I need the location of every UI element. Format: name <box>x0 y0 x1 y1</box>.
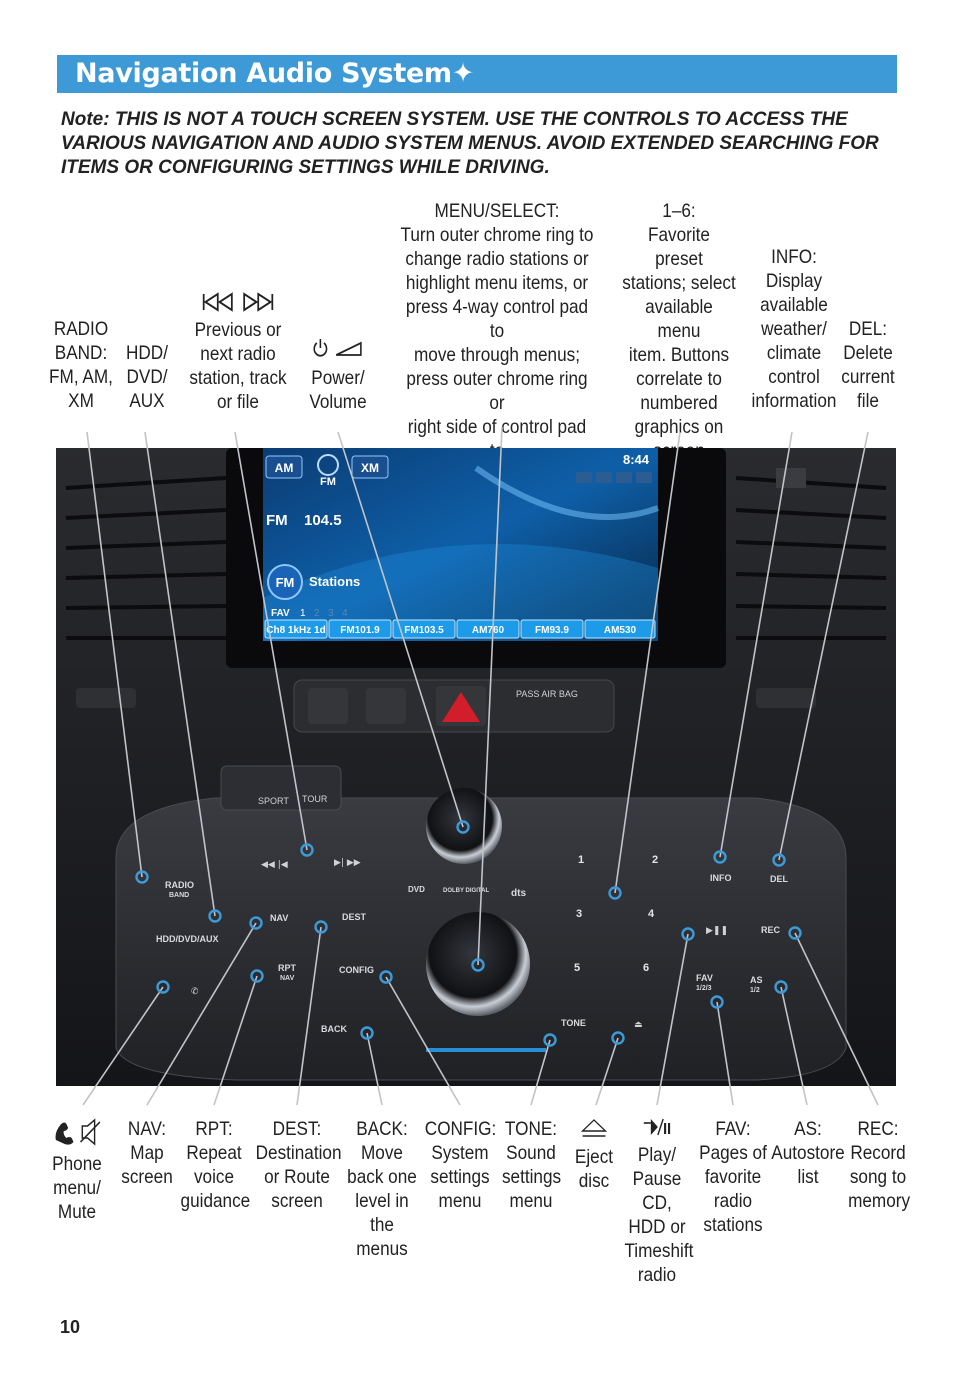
preset-6-text: 6 <box>643 962 650 974</box>
hdd-btn-text: HDD/DVD/AUX <box>156 934 219 944</box>
menu-select-knob <box>426 912 530 1016</box>
del-btn-text: DEL <box>770 874 788 884</box>
label-nav: NAV: Map screen <box>121 1118 173 1188</box>
rpt-btn-text-1: RPT <box>278 963 296 973</box>
screen-preset-text-3: FM103.5 <box>404 625 444 636</box>
label-config: CONFIG: System settings menu <box>424 1118 497 1212</box>
as-btn-text-1: AS <box>750 975 763 985</box>
screen-freq-band: FM <box>266 512 288 529</box>
console-illustration <box>56 448 896 1086</box>
screen-fav-label: FAV <box>271 608 290 619</box>
preset-5-text: 5 <box>574 962 581 974</box>
screen-stations-badge-text: FM <box>275 575 295 590</box>
preset-3-text: 3 <box>576 908 583 920</box>
label-rec: REC: Record song to memory <box>848 1118 911 1212</box>
unlock-button <box>308 688 348 724</box>
label-info: INFO: Display available weather/ climate control information <box>751 246 837 412</box>
nav-btn-text: NAV <box>270 913 289 923</box>
label-del: DEL: Delete current file <box>841 318 895 412</box>
screen-preset-text-5: FM93.9 <box>535 625 569 636</box>
seek-next-glyph: ▶| ▶▶ <box>334 858 361 868</box>
page-title: Navigation Audio System✦ <box>75 58 475 89</box>
play-pause-icon <box>624 1117 689 1143</box>
phone-mute-glyph: ✆ <box>191 987 199 997</box>
label-prev-next: Previous or next radio station, track or file <box>185 292 291 414</box>
screen-frequency: 104.5 <box>304 512 342 529</box>
label-power-volume: Power/ Volume <box>303 338 373 414</box>
seek-prev-glyph: ◀◀ |◀ <box>261 860 288 870</box>
fav-btn-text-1: FAV <box>696 973 713 983</box>
screen-am-text: AM <box>274 461 294 475</box>
seek-prev-next-icon <box>185 292 291 318</box>
sport-button-text: SPORT <box>258 796 289 806</box>
tour-button-text: TOUR <box>302 794 328 804</box>
dts-logo-text: dts <box>511 888 526 899</box>
rpt-btn-text-2: NAV <box>280 975 295 982</box>
screen-clock: 8:44 <box>622 452 650 467</box>
screen-fav-page-2: 2 <box>314 608 320 619</box>
phone-mute-icon <box>48 1118 106 1152</box>
back-btn-text: BACK <box>321 1024 347 1034</box>
label-rpt: RPT: Repeat voice guidance <box>180 1118 251 1212</box>
eject-icon <box>569 1117 618 1145</box>
label-radio-band: RADIO BAND: FM, AM, XM <box>49 318 113 412</box>
label-eject: Eject disc <box>569 1117 618 1193</box>
label-back: BACK: Move back one level in the menus <box>347 1118 417 1260</box>
preset-1-text: 1 <box>578 854 585 866</box>
dolby-logo-text: DOLBY DIGITAL <box>443 888 490 894</box>
screen-fav-page-3: 3 <box>328 608 334 619</box>
tone-btn-text: TONE <box>561 1018 586 1028</box>
dest-btn-text: DEST <box>342 912 367 922</box>
screen-fm-text: FM <box>320 476 336 488</box>
screen-preset-text-2: FM101.9 <box>340 625 380 636</box>
label-menu-select: MENU/SELECT: Turn outer chrome ring to change radio stations or highlight menu items, or press 4-way control pad to move through menus; press outer chrome ring or right side of control pad <box>400 200 594 438</box>
screen-preset-text-4: AM760 <box>471 625 505 636</box>
pass-air-bag-text: PASS AIR BAG <box>516 689 578 699</box>
label-dest: DEST: Destination or Route screen <box>255 1118 342 1212</box>
lock-button <box>366 688 406 724</box>
section-banner <box>57 55 897 93</box>
screen-stations-label: Stations <box>309 574 361 589</box>
label-play-pause: Play/ Pause CD, HDD or Timeshift radio <box>624 1117 689 1287</box>
power-volume-knob <box>426 788 502 864</box>
radio-band-btn-text-2: BAND <box>169 892 190 899</box>
screen-fav-page-1: 1 <box>300 608 306 619</box>
console-photo <box>56 448 896 1086</box>
radio-band-btn-text-1: RADIO <box>165 880 194 890</box>
eject-glyph: ⏏ <box>634 1020 643 1030</box>
label-phone-mute: Phone menu/ Mute <box>48 1118 106 1224</box>
play-pause-glyph: ▶❚❚ <box>706 926 729 936</box>
dvd-logo-text: DVD <box>408 885 425 894</box>
as-btn-text-2: 1/2 <box>750 987 760 994</box>
label-tone: TONE: Sound settings menu <box>501 1118 562 1212</box>
fav-btn-text-2: 1/2/3 <box>696 985 712 992</box>
config-btn-text: CONFIG <box>339 965 374 975</box>
screen-preset-text-6: AM530 <box>603 625 637 636</box>
screen-xm-text: XM <box>361 461 379 475</box>
safety-note: Note: THIS IS NOT A TOUCH SCREEN SYSTEM. USE THE CONTROLS TO ACCESS THE VARIOUS NAVIGATION AND AUDIO SYSTEM MENUS. AVOID EXTENDED SEARCHING FOR ITEMS OR CONFIGURING SETTINGS WHILE DRIVING. <box>61 109 879 178</box>
preset-2-text: 2 <box>652 854 659 866</box>
screen-preset-text-1: Ch8 1kHz 1d <box>266 625 326 636</box>
power-volume-icon <box>303 338 373 366</box>
label-fav: FAV: Pages of favorite radio stations <box>699 1118 767 1236</box>
label-as: AS: Autostore list <box>771 1118 845 1188</box>
page-number: 10 <box>60 1317 81 1337</box>
label-hdd-dvd-aux: HDD/ DVD/ AUX <box>126 342 168 412</box>
screen-fav-page-4: 4 <box>342 608 348 619</box>
info-btn-text: INFO <box>710 873 732 883</box>
rec-btn-text: REC <box>761 925 781 935</box>
label-presets: 1–6: Favorite preset stations; select available menu item. Buttons correlate to numbered graphics on <box>622 200 736 438</box>
preset-4-text: 4 <box>648 908 655 920</box>
